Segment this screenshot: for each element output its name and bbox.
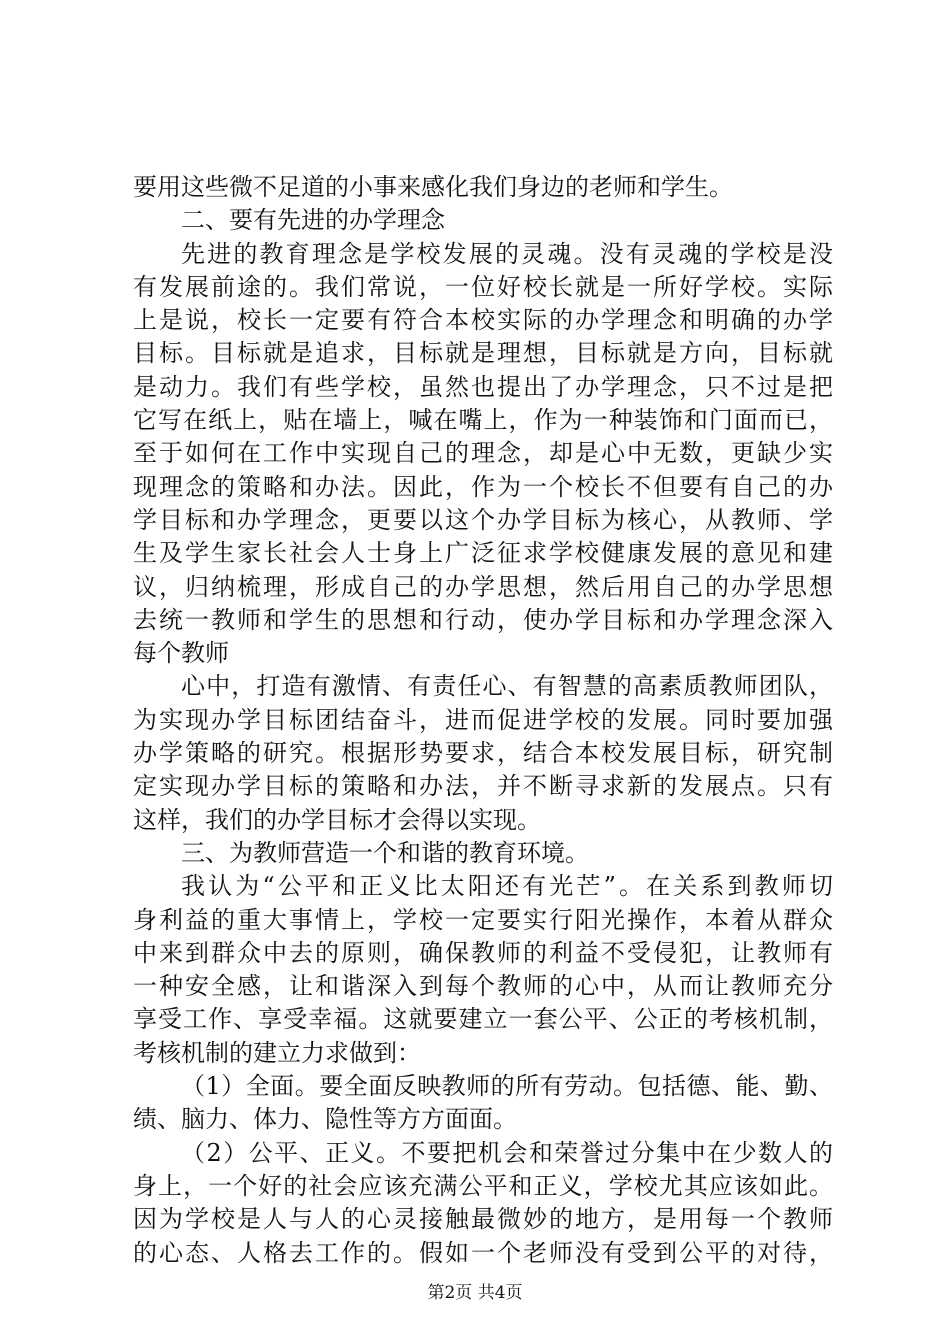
text-line: 办学策略的研究。根据形势要求，结合本校发展目标，研究制 [133, 739, 833, 768]
text-line: 享受工作、享受幸福。这就要建立一套公平、公正的考核机制， [133, 1005, 833, 1034]
text-line: 至于如何在工作中实现自己的理念，却是心中无数，更缺少实 [133, 439, 833, 468]
text-line: 身利益的重大事情上，学校一定要实行阳光操作，本着从群众 [133, 905, 833, 934]
text-line: 生及学生家长社会人士身上广泛征求学校健康发展的意见和建 [133, 539, 833, 568]
text-line: （1）全面。要全面反映教师的所有劳动。包括德、能、勤、 [181, 1072, 833, 1101]
text-line: 先进的教育理念是学校发展的灵魂。没有灵魂的学校是没 [181, 239, 833, 268]
text-line: 一种安全感，让和谐深入到每个教师的心中，从而让教师充分 [133, 972, 833, 1001]
text-line: 身上，一个好的社会应该充满公平和正义，学校尤其应该如此。 [133, 1171, 833, 1200]
text-line: 定实现办学目标的策略和办法，并不断寻求新的发展点。只有 [133, 772, 833, 801]
document-body [133, 171, 833, 1270]
text-line: 心中，打造有激情、有责任心、有智慧的高素质教师团队， [181, 672, 833, 701]
page-number-footer: 第2页 共4页 [427, 1283, 523, 1303]
text-line: （2）公平、正义。不要把机会和荣誉过分集中在少数人的 [181, 1138, 833, 1167]
text-line: 现理念的策略和办法。因此，作为一个校长不但要有自己的办 [133, 472, 833, 501]
text-line: 为实现办学目标团结奋斗，进而促进学校的发展。同时要加强 [133, 705, 833, 734]
text-line: 是动力。我们有些学校，虽然也提出了办学理念，只不过是把 [133, 372, 833, 401]
text-line: 目标。目标就是追求，目标就是理想，目标就是方向，目标就 [133, 339, 833, 368]
text-line: 考核机制的建立力求做到： [133, 1038, 421, 1067]
text-line: 上是说，校长一定要有符合本校实际的办学理念和明确的办学 [133, 306, 833, 335]
text-line: 学目标和办学理念，更要以这个办学目标为核心，从教师、学 [133, 505, 833, 534]
text-line: 二、要有先进的办学理念 [181, 206, 445, 235]
text-line: 有发展前途的。我们常说，一位好校长就是一所好学校。实际 [133, 272, 833, 301]
text-line: 三、为教师营造一个和谐的教育环境。 [181, 838, 589, 867]
text-line: 要用这些微不足道的小事来感化我们身边的老师和学生。 [133, 173, 733, 201]
text-line: 这样，我们的办学目标才会得以实现。 [133, 805, 541, 834]
text-line: 去统一教师和学生的思想和行动，使办学目标和办学理念深入 [133, 605, 833, 634]
text-line: 我认为“公平和正义比太阳还有光芒”。在关系到教师切 [181, 872, 833, 901]
text-line: 它写在纸上，贴在墙上，喊在嘴上，作为一种装饰和门面而已， [133, 406, 833, 435]
text-line: 中来到群众中去的原则，确保教师的利益不受侵犯，让教师有 [133, 938, 833, 967]
text-line: 的心态、人格去工作的。假如一个老师没有受到公平的对待， [133, 1238, 833, 1267]
text-line: 议，归纳梳理，形成自己的办学思想，然后用自己的办学思想 [133, 572, 833, 601]
text-line: 每个教师 [133, 639, 229, 668]
text-line: 因为学校是人与人的心灵接触最微妙的地方，是用每一个教师 [133, 1205, 833, 1234]
text-line: 绩、脑力、体力、隐性等方方面面。 [133, 1105, 517, 1134]
